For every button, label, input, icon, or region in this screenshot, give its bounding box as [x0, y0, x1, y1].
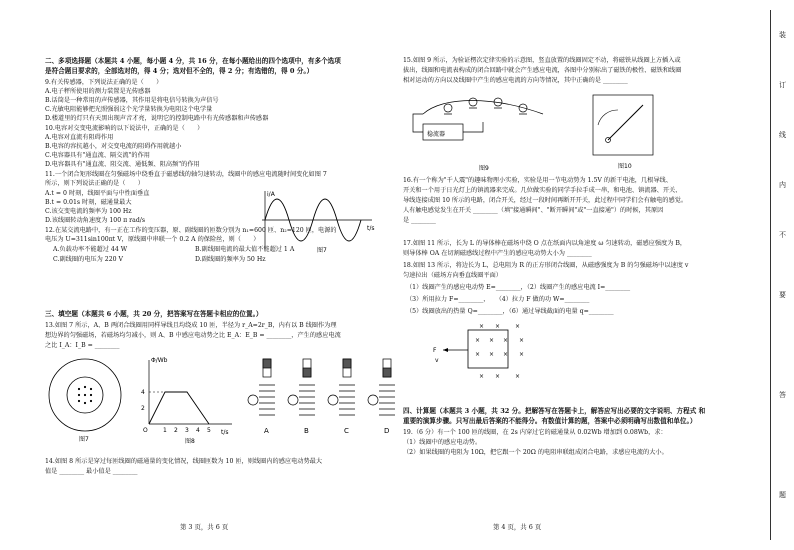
q18-3: （3）所用拉力 F=________， （4）拉力 F 做的功 W=________ [406, 296, 590, 303]
q16-3: 导线连接成图 10 所示的电路，闭合开关，经过一段时间再断开开关，此过程中同学们会有触电的感觉。 [403, 197, 688, 204]
q16-4: 人有触电感觉发生在开关 ________（填"接通瞬间"、"断开瞬间"或"一直接通"）的时候，其原因 [403, 207, 664, 214]
margin-char: 内 [779, 181, 786, 189]
q16-2: 开关和一个用于日光灯上的镇流器来完成。几位做实验的同学手拉手成一串，和电池、镇流器、开关、 [403, 187, 682, 194]
svg-text:×: × [479, 323, 485, 330]
svg-text:×: × [503, 351, 509, 358]
margin-char: 不 [779, 231, 786, 239]
q16-5: 是 ________ [403, 217, 436, 224]
figure-9-circuit [403, 92, 563, 172]
svg-text:×: × [503, 337, 509, 344]
q11-b: B.t = 0.01s 时刻，磁通量最大 [45, 199, 132, 206]
magnet-label-d: D [384, 427, 390, 435]
svg-text:×: × [475, 337, 481, 344]
q15-3: 相对运动的方向以及线圈中产生的感应电流的方向等情况，其中正确的是 ________ [403, 77, 628, 84]
section2-title: 二、多项选择题（本题共 4 小题，每小题 4 分，共 16 分，在每小题给出的四个选项中，有多个选项 [45, 57, 341, 65]
q9-b: B.话筒是一种常用的声传感器，其作用是将电信号转换为声信号 [45, 97, 219, 104]
figure-7-wave [257, 188, 407, 253]
svg-text:×: × [515, 323, 521, 330]
q11: 11.一个闭合矩形线圈在匀强磁场中绕垂直于磁感线的轴匀速转动，线圈中的感应电流随时间变化如图 7 [45, 171, 327, 178]
q17: 17.如图 11 所示，长为 L 的导体棒在磁场中绕 O 点在纸面内以角速度 ω 匀速转动，磁感应强度为 B， [403, 240, 687, 247]
q17-2: 则导体棒 OA 在切割磁感线过程中产生的感应电动势大小为 ________ [403, 250, 592, 257]
t-axis-label: t/s [221, 429, 229, 436]
fig7-wave-caption: 图7 [317, 247, 327, 254]
left-page [45, 0, 410, 550]
wave-i-label: i/A [267, 191, 275, 198]
q15: 15.如图 9 所示，为验证楞次定律实验的示意图，竖直放置的线圈固定不动，将磁铁从线圈上方插入或 [403, 57, 681, 64]
q11-d: D.该线圈转动角速度为 100 π rad/s [45, 217, 146, 224]
q16: 16.有一个称为"千人震"的趣味物理小实验，实验是用一节电动势为 1.5V 的新干电池，几根导线、 [403, 177, 672, 184]
fig8-caption: 图8 [185, 438, 195, 445]
right-page-footer: 第 4 页，共 6 页 [493, 523, 542, 531]
fig18-v: v [435, 357, 439, 364]
q19-2: （2）如果线圈的电阻为 10Ω，把它跟一个 20Ω 的电阻串联组成闭合电路，求感应电流的大小。 [403, 449, 668, 456]
section2-title-2: 是符合题目要求的，全部选对的，得 4 分；选对但不全的，得 2 分；有选错的，得 0 分。） [45, 67, 314, 75]
margin-char: 订 [779, 81, 786, 89]
margin-char: 答 [779, 391, 786, 399]
magnet-label-c: C [344, 427, 349, 435]
magnet-label-a: A [264, 427, 269, 435]
svg-text:×: × [489, 337, 495, 344]
q9-c: C.光敏电阻能够把光照强弱这个光学量转换为电阻这个电学量 [45, 106, 213, 113]
q10-b: B.电容的容抗越小，对交变电流的阻碍作用就越小 [45, 143, 182, 150]
fig18-F: F [433, 347, 437, 354]
q18-5: （5）线圈放出的热量 Q=________，（6）通过导线截面的电量 q=________ [406, 308, 614, 315]
svg-text:×: × [489, 351, 495, 358]
section4-title-2: 重要的演算步骤。只写出最后答案的不能得分。有数值计算的题，答案中必须明确写出数值和单位。） [403, 417, 697, 425]
q11-c: C.该交变电流的频率为 100 Hz [45, 208, 132, 215]
figure-8-phi-graph [137, 352, 237, 444]
margin-char: 装 [779, 31, 786, 39]
svg-text:×: × [495, 373, 501, 380]
q15-2: 拔出，线圈和电流表构成的闭合回路中就会产生感应电流，各图中分别标出了磁铁的极性、磁铁和线圈 [403, 67, 682, 74]
margin-char: 题 [779, 491, 786, 499]
t-tick-0: O [143, 427, 148, 434]
q12-a: A.负载功率不能超过 44 W [53, 246, 128, 253]
q9-d: D.楼道里的灯只有天黑出现声音才亮，说明它的控制电路中有光传感器和声传感器 [45, 115, 269, 122]
q13-2: 想边界的匀强磁场，若磁场均匀减小，则 A、B 中感应电动势之比 E_A：E_B = ________，产生的感应电流 [45, 332, 341, 339]
t-tick-1: 1 [163, 427, 167, 434]
binding-margin-line [770, 10, 771, 540]
svg-text:×: × [475, 351, 481, 358]
q14: 14.如图 8 所示是穿过每匝线圈的磁通量的变化情况，线圈匝数为 10 匝，则线圈内的感应电动势最大 [45, 458, 323, 465]
q12-2: 电压为 U=311sin100πt V，原线圈中串联一个 0.2 A 的保险丝，则（ ） [45, 236, 260, 243]
q10-c: C.电容器具有"通直流、隔交流"的作用 [45, 152, 150, 159]
q19-1: （1）线圈中的感应电动势。 [403, 439, 482, 446]
q12-d: D.副线圈的频率为 50 Hz [195, 256, 266, 263]
svg-text:×: × [495, 323, 501, 330]
q11-a: A.t = 0 时刻，线圈平面与中性面垂直 [45, 190, 150, 197]
magnet-label-b: B [304, 427, 309, 435]
right-page [403, 0, 768, 550]
t-tick-5: 5 [207, 427, 211, 434]
q13: 13.如图 7 所示，A、B 两闭合线圈用同样导线且均绕成 10 匝，半径为 r_A=2r_B，内有以 B 线圈作为理 [45, 322, 337, 329]
fig9-caption: 图9 [479, 165, 489, 172]
svg-text:×: × [519, 337, 525, 344]
figure-7-circles [45, 355, 125, 445]
q10: 10.电容对交变电流影响的以下说法中，正确的是（ ） [45, 125, 204, 132]
fig7-circles-caption: 图7 [79, 436, 89, 443]
t-tick-4: 4 [196, 427, 200, 434]
q9: 9.有关传感器，下列说法正确的是（ ） [45, 79, 163, 86]
q12: 12.在某交流电路中，有一正在工作的变压器，原、副线圈的匝数分别为 n₁=600 匝、n₂=120 匝，电源的 [45, 227, 337, 234]
t-tick-3: 3 [185, 427, 189, 434]
q10-a: A.电容对直流有阻碍作用 [45, 134, 114, 141]
fig9-box-label: 稳流器 [427, 131, 446, 138]
q18: 18.如图 13 所示，将边长为 L，总电阻为 R 的正方形闭合线圈，从磁感强度为 B 的匀强磁场中以速度 v [403, 262, 689, 269]
figure-18-field [433, 322, 563, 384]
phi-axis-label: Φ/Wb [151, 357, 168, 364]
q12-b: B.副线圈电流的最大值不能超过 1 A [195, 246, 295, 253]
q13-3: 之比 I_A：I_B = ________ [45, 342, 120, 349]
q14-2: 值是 ________ 最小值是 ________ [45, 468, 138, 475]
margin-char: 线 [779, 131, 786, 139]
q18-1: （1）线圈产生的感应电动势 E=________，（2）线圈产生的感应电流 I=________ [406, 284, 631, 291]
q11-2: 所示，则下列说法正确的是（ ） [45, 180, 144, 187]
margin-char: 要 [779, 291, 786, 299]
svg-text:×: × [515, 373, 521, 380]
q12-c: C.副线圈的电压为 220 V [53, 256, 124, 263]
wave-t-label: t/s [367, 225, 375, 232]
fig10-caption: 图10 [618, 163, 632, 170]
q19: 19.（6 分）有一个 100 匝的线圈，在 2s 内穿过它的磁通量从 0.02Wb 增加到 0.08Wb，求： [403, 429, 667, 436]
figure-10-rotating-rod [588, 90, 663, 170]
phi-tick-4: 4 [141, 389, 145, 396]
section3-title: 三、填空题（本题共 6 小题，共 20 分，把答案写在答题卡相应的位置。） [45, 310, 263, 318]
phi-tick-2: 2 [141, 405, 145, 412]
q9-a: A.电子秤所使用的测力装置是光传感器 [45, 88, 151, 95]
left-page-footer: 第 3 页，共 6 页 [180, 523, 229, 531]
t-tick-2: 2 [174, 427, 178, 434]
q18-2: 匀速拉出（磁场方向垂直线圈平面） [403, 272, 502, 279]
q10-d: D.电容器具有"通直流、阻交流、通低频、阻高频"的作用 [45, 161, 200, 168]
svg-text:×: × [519, 351, 525, 358]
svg-text:×: × [479, 373, 485, 380]
section4-title: 四、计算题（本题共 3 小题，共 32 分。把解答写在答题卡上，解答应写出必要的文字说明、方程式 和 [403, 407, 706, 415]
